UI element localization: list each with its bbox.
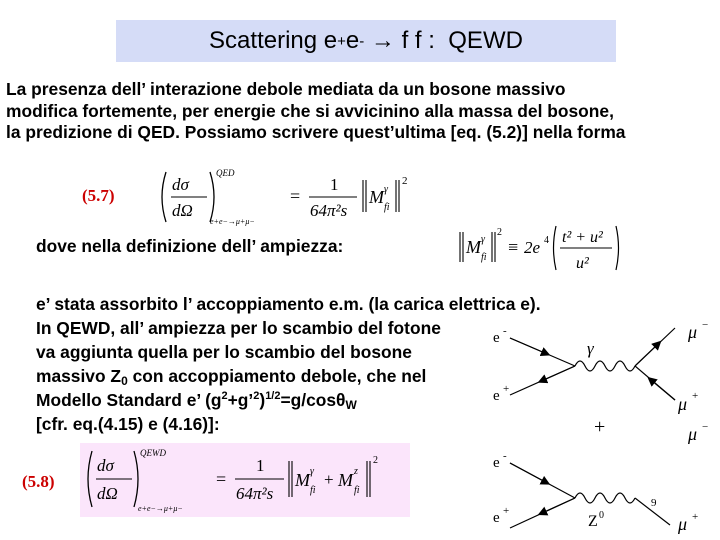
title-rest: f f : QEWD xyxy=(394,27,523,54)
ampl-power: 2 xyxy=(497,227,502,238)
gprime-squared-sup: 2 xyxy=(253,390,260,402)
bottom-mu-plus-sup: + xyxy=(692,511,699,523)
eq58-dsigma: dσ xyxy=(97,456,114,475)
z0-subscript: 0 xyxy=(121,374,128,388)
eq58-plus: + xyxy=(324,470,334,489)
bottom-z-label: Z xyxy=(588,513,598,530)
title-sup-plus: + xyxy=(337,32,346,50)
eq57-matrix-sub: fi xyxy=(384,202,390,213)
intro-line-1: La presenza dell’ interazione debole mediata da un bosone massivo xyxy=(6,79,566,99)
eq-5-7-svg xyxy=(152,166,422,228)
bottom-e-minus: e xyxy=(493,455,500,471)
body-line-5-c: ) xyxy=(259,390,266,410)
eq57-domega: dΩ xyxy=(172,201,193,220)
eq58-matrix2: M xyxy=(338,470,353,490)
z-wavy-line xyxy=(575,493,635,503)
amplitude-formula xyxy=(456,218,626,278)
top-photon-label: γ xyxy=(587,339,594,358)
slide-title xyxy=(116,20,616,62)
body-line-6: [cfr. eq.(4.15) e (4.16)]: xyxy=(36,414,220,434)
ampl-matrix: M xyxy=(466,237,481,257)
eq57-dsigma: dσ xyxy=(172,175,189,194)
top-mu-minus-sup: − xyxy=(702,319,709,331)
feynman-diagrams xyxy=(470,300,720,540)
bottom-mu-minus: μ xyxy=(688,424,698,444)
bottom-mu-plus: μ xyxy=(678,514,688,534)
ampl-coef: 2e xyxy=(524,238,541,257)
title-sup-minus: - xyxy=(359,32,365,50)
ampl-equiv: ≡ xyxy=(508,237,519,257)
eq57-subscript: e+e−→μ+μ− xyxy=(210,217,255,226)
title-mid: e xyxy=(345,27,360,54)
intro-line-3: la predizione di QED. Possiamo scrivere quest’ultima [eq. (5.2)] nella forma xyxy=(6,122,626,142)
amplitude-svg xyxy=(456,218,626,278)
photon-diagram xyxy=(493,319,708,414)
top-mu-minus: μ xyxy=(688,322,698,342)
ampl-matrix-sub: fi xyxy=(481,252,487,263)
bottom-z-sup: 0 xyxy=(599,510,604,521)
half-power-sup: 1/2 xyxy=(265,390,281,402)
ampl-matrix-sup: γ xyxy=(481,234,485,245)
intro-line-2: modifica fortemente, per energie che si avvicinino alla massa del bosone, xyxy=(6,100,614,121)
g-squared-sup: 2 xyxy=(221,390,228,402)
eq-5-8-label: (5.8) xyxy=(22,472,55,491)
body-line-5-b: +g’ xyxy=(227,390,254,410)
body-line-3: va aggiunta quella per lo scambio del bosone xyxy=(36,342,412,362)
body-line-4-a: massivo Z xyxy=(36,366,122,386)
body-line-4-b: con accoppiamento debole, che nel xyxy=(127,366,427,386)
eq57-matrix: M xyxy=(369,187,384,207)
bottom-e-plus: e xyxy=(493,510,500,526)
top-e-minus-sup: - xyxy=(503,325,507,337)
top-e-plus: e xyxy=(493,388,500,404)
body-line-2: In QEWD, all’ ampiezza per lo scambio del fotone xyxy=(36,318,441,338)
ampl-denominator: u² xyxy=(576,255,589,272)
eq57-superscript: QED xyxy=(216,168,235,178)
amplitude-definition-text: dove nella definizione dell’ ampiezza: xyxy=(36,236,344,256)
eq-5-7-formula xyxy=(152,166,422,228)
eq58-matrix2-sup: z xyxy=(354,466,358,477)
eq58-matrix2-sub: fi xyxy=(354,485,360,496)
eq58-matrix1-sub: fi xyxy=(310,485,316,496)
eq57-power: 2 xyxy=(402,175,408,187)
eq57-numerator: 1 xyxy=(330,175,339,194)
bottom-e-plus-sup: + xyxy=(503,505,510,517)
bottom-e-minus-sup: - xyxy=(503,450,507,462)
bottom-mu-minus-sup: − xyxy=(702,421,709,433)
eq57-denominator: 64π²s xyxy=(310,201,348,220)
ampl-numerator: t² + u² xyxy=(562,229,603,246)
body-line-1: e’ stata assorbito l’ accoppiamento e.m. (la carica elettrica e). xyxy=(36,294,541,314)
top-mu-plus: μ xyxy=(678,394,688,414)
eq-5-8-formula xyxy=(80,443,410,517)
eq58-numerator: 1 xyxy=(256,456,265,475)
eq-5-8-svg xyxy=(80,443,410,517)
eq58-equals: = xyxy=(216,469,227,489)
diagram-plus-sign: + xyxy=(594,416,606,438)
body-line-5 xyxy=(36,390,357,412)
eq58-subscript: e+e−→μ+μ− xyxy=(138,504,183,513)
top-e-minus: e xyxy=(493,330,500,346)
photon-wavy-line xyxy=(575,361,635,371)
top-e-plus-sup: + xyxy=(503,383,510,395)
eq58-matrix1-sup: γ xyxy=(310,466,314,477)
top-mu-plus-sup: + xyxy=(692,390,699,402)
intro-paragraph xyxy=(6,79,720,144)
title-arrow: → xyxy=(370,27,395,54)
title-prefix: Scattering e xyxy=(209,27,338,54)
body-line-4 xyxy=(36,366,426,388)
eq58-power: 2 xyxy=(373,455,378,466)
ampl-coef-power: 4 xyxy=(544,235,549,246)
eq58-superscript: QEWD xyxy=(140,448,166,458)
eq57-matrix-sup: γ xyxy=(384,184,388,195)
eq-5-7-label: (5.7) xyxy=(82,186,115,205)
eq58-matrix1: M xyxy=(295,470,310,490)
body-line-5-d: =g/cosθ xyxy=(280,390,346,410)
bottom-stray-digit: 9 xyxy=(651,497,657,509)
eq58-denominator: 64π²s xyxy=(236,484,274,503)
theta-w-subscript: W xyxy=(345,398,357,412)
body-line-5-a: Modello Standard e’ (g xyxy=(36,390,222,410)
eq57-equals: = xyxy=(290,186,301,206)
eq58-domega: dΩ xyxy=(97,484,118,503)
